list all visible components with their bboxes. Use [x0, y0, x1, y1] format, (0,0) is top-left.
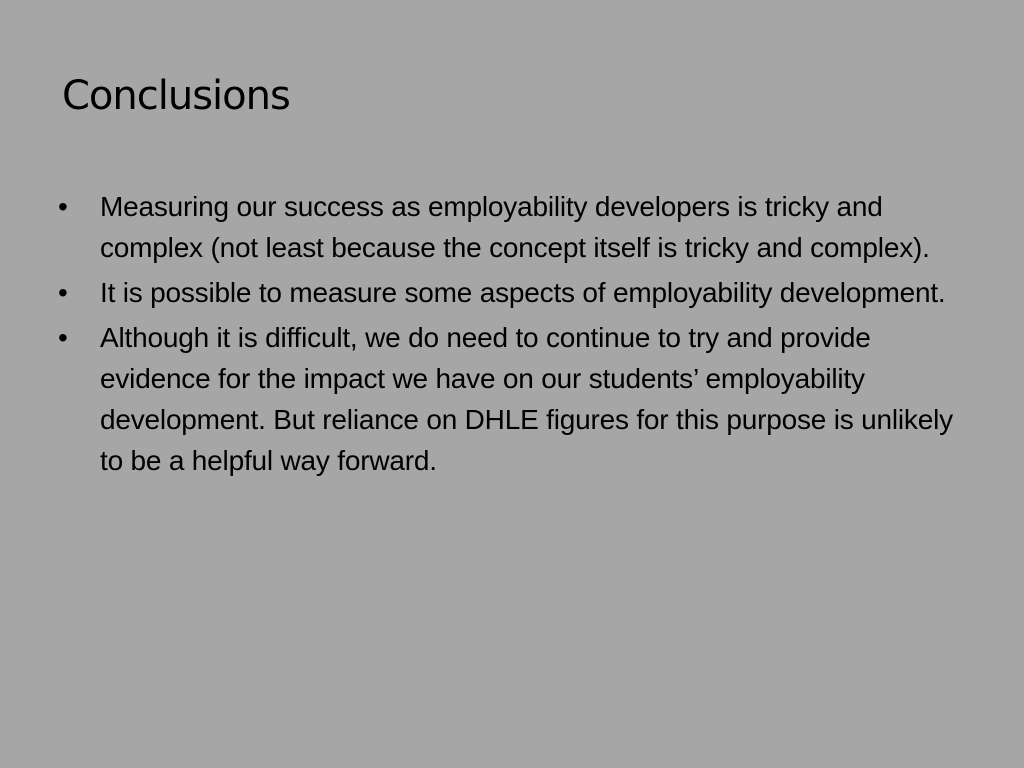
bullet-text: Although it is difficult, we do need to continue to try and provide evidence for the impact we have on our students’ employability development. But reliance on DHLE figures for this purpose is unlikely to be a helpful way forward.: [100, 322, 953, 476]
bullet-text: It is possible to measure some aspects of employability development.: [100, 277, 946, 308]
bullet-item: [58, 186, 978, 268]
bullet-list: [58, 186, 978, 485]
bullet-icon: •: [58, 322, 68, 353]
bullet-item: [58, 272, 978, 313]
slide-title: Conclusions: [62, 73, 290, 119]
bullet-text: Measuring our success as employability developers is tricky and complex (not least because the concept itself is tricky and complex).: [100, 191, 930, 263]
bullet-item: [58, 317, 978, 481]
bullet-icon: •: [58, 191, 68, 222]
bullet-icon: •: [58, 277, 68, 308]
